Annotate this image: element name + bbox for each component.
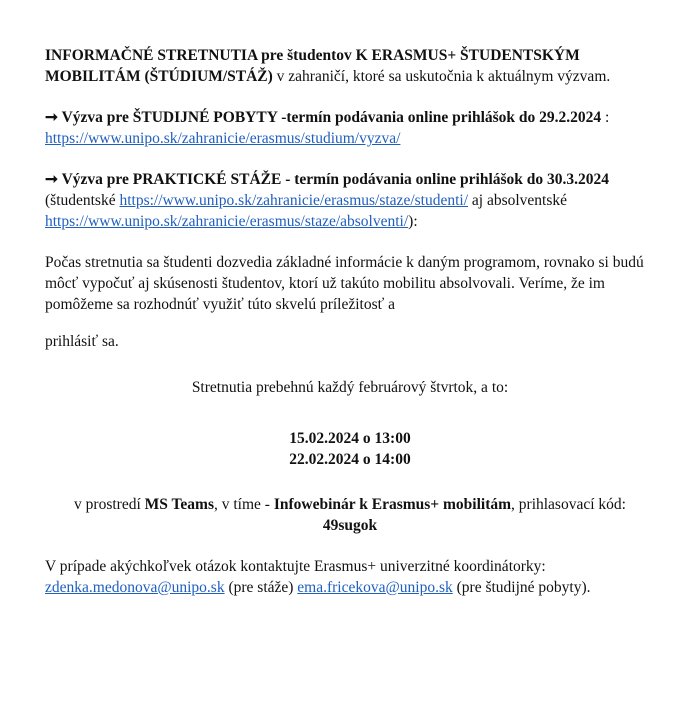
schedule-dates <box>45 428 655 470</box>
teams-text: v prostredí <box>74 496 145 513</box>
call-study-paragraph <box>45 107 655 149</box>
contact-paragraph <box>45 556 655 598</box>
contact-text: V prípade akýchkoľvek otázok kontaktujte Erasmus+ univerzitné koordinátorky: <box>45 558 546 575</box>
contact-text: (pre stáže) <box>224 579 298 596</box>
teams-platform: MS Teams <box>144 496 214 513</box>
intro-heading: INFORMAČNÉ STRETNUTIA pre študentov K ERASMUS+ ŠTUDENTSKÝM MOBILITÁM (ŠTÚDIUM/STÁŽ) <box>45 47 580 85</box>
call-internship-graduates-link[interactable]: https://www.unipo.sk/zahranicie/erasmus/staze/absolventi/ <box>45 213 409 230</box>
arrow-icon: ➞ <box>45 171 58 188</box>
schedule-date: 15.02.2024 o 13:00 <box>289 430 411 447</box>
document-body <box>45 40 655 598</box>
call-study-separator: : <box>601 109 610 126</box>
contact-email-link[interactable]: zdenka.medonova@unipo.sk <box>45 579 225 596</box>
schedule-intro: Stretnutia prebehnú každý februárový štvrtok, a to: <box>191 379 509 396</box>
contact-email-link[interactable]: ema.fricekova@unipo.sk <box>297 579 453 596</box>
call-internship-students-link[interactable]: https://www.unipo.sk/zahranicie/erasmus/staze/studenti/ <box>119 192 469 209</box>
teams-paragraph <box>45 494 655 536</box>
info-paragraph: Počas stretnutia sa študenti dozvedia základné informácie k daným programom, rovnako si budú môcť vypočuť aj skúsenosti študentov, ktorí už takúto mobilitu absolvovali. Veríme, že im pomôžeme sa rozhodnúť využiť túto skvelú príležitosť a <box>45 254 644 313</box>
call-internship-students-text: (študentské <box>45 192 120 209</box>
call-study-link[interactable]: https://www.unipo.sk/zahranicie/erasmus/studium/vyzva/ <box>45 130 401 147</box>
call-internship-close: ): <box>408 213 418 230</box>
teams-team-name: Infowebinár k Erasmus+ mobilitám <box>273 496 512 513</box>
intro-text: v zahraničí, ktoré sa uskutočnia k aktuálnym výzvam. <box>272 68 611 85</box>
info-paragraph-tail: prihlásiť sa. <box>45 333 119 350</box>
call-internship-heading: Výzva pre PRAKTICKÉ STÁŽE - termín podávania online prihlášok do 30.3.2024 <box>58 171 610 188</box>
teams-join-code: 49sugok <box>322 517 378 534</box>
arrow-icon: ➞ <box>45 109 58 126</box>
contact-text: (pre študijné pobyty). <box>452 579 591 596</box>
teams-text: , v tíme - <box>213 496 274 513</box>
teams-text: , prihlasovací kód: <box>511 496 626 513</box>
call-study-heading: Výzva pre ŠTUDIJNÉ POBYTY -termín podávania online prihlášok do 29.2.2024 <box>58 109 602 126</box>
call-internship-paragraph <box>45 169 655 232</box>
schedule-date: 22.02.2024 o 14:00 <box>289 451 411 468</box>
call-internship-graduates-text: aj absolventské <box>468 192 568 209</box>
intro-paragraph <box>45 45 655 87</box>
